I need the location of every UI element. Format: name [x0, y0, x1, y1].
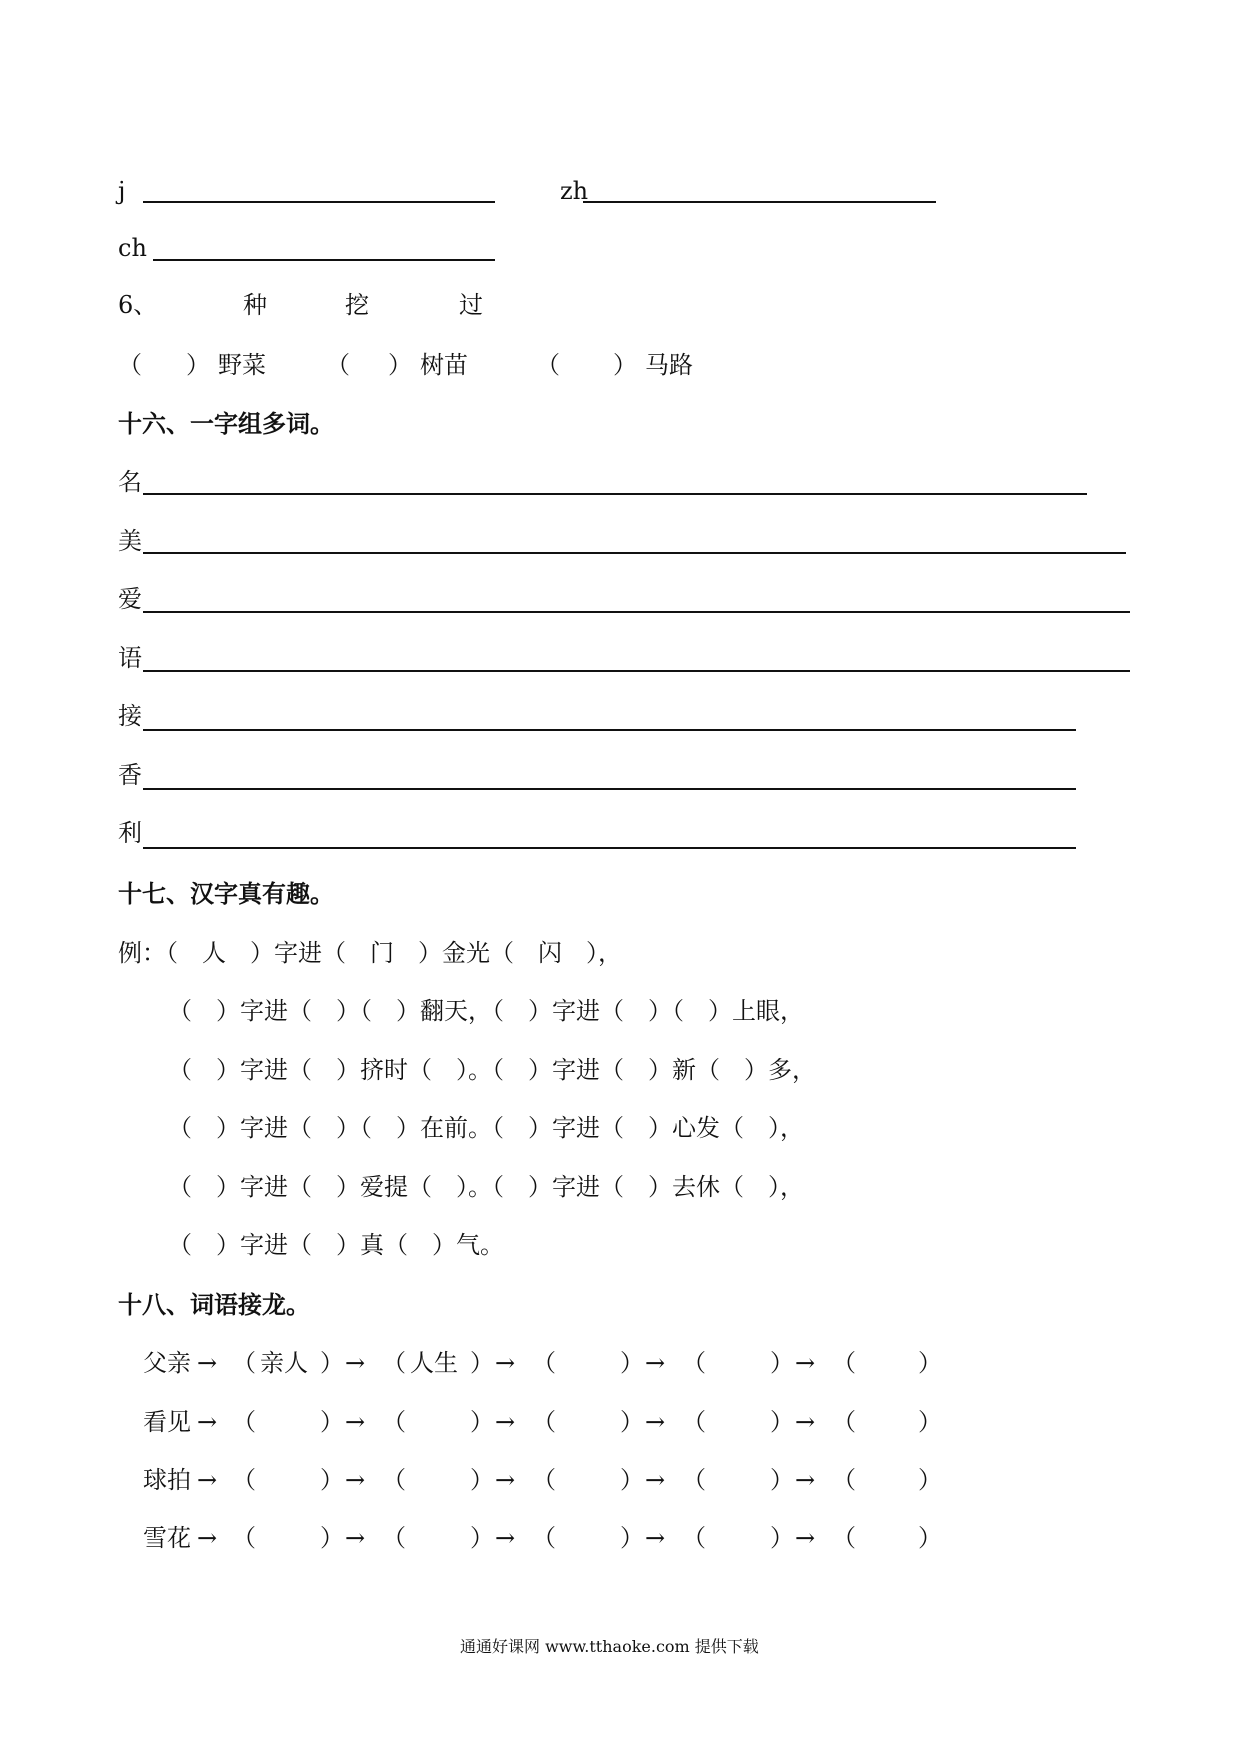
- chain-answer-cell[interactable]: 亲人: [260, 1349, 308, 1377]
- paren-open: （: [382, 1408, 406, 1436]
- paren-close: ）: [620, 1408, 644, 1436]
- paren-open: （: [232, 1466, 256, 1494]
- word-char: 接: [118, 702, 142, 730]
- chain-arrow: →: [345, 1466, 366, 1494]
- answer-line[interactable]: [143, 611, 1130, 613]
- verb-char: 过: [459, 291, 483, 319]
- paren-open: （: [832, 1524, 856, 1552]
- paren-open: （: [326, 351, 350, 379]
- chain-answer-cell[interactable]: 人生: [410, 1349, 458, 1377]
- answer-line[interactable]: [143, 729, 1076, 731]
- paren-open: （: [532, 1524, 556, 1552]
- paren-open: （: [232, 1408, 256, 1436]
- paren-close: ）: [918, 1408, 942, 1436]
- chain-arrow: →: [197, 1524, 218, 1552]
- paren-close: ）: [186, 351, 210, 379]
- exercise-line: （ ）字进（ ）（ ）翻天，（ ）字进（ ）（ ）上眼，: [168, 997, 804, 1025]
- answer-line-zh[interactable]: [583, 201, 936, 203]
- chain-arrow: →: [495, 1408, 516, 1436]
- paren-open: （: [682, 1466, 706, 1494]
- paren-open: （: [118, 351, 142, 379]
- paren-open: （: [682, 1349, 706, 1377]
- paren-close: ）: [620, 1524, 644, 1552]
- paren-close: ）: [320, 1408, 344, 1436]
- paren-close: ）: [918, 1349, 942, 1377]
- chain-arrow: →: [495, 1524, 516, 1552]
- paren-close: ）: [770, 1408, 794, 1436]
- chain-arrow: →: [645, 1349, 666, 1377]
- answer-line[interactable]: [143, 788, 1076, 790]
- exercise-line: （ ）字进（ ）（ ）在前。（ ）字进（ ）心发（ ），: [168, 1114, 804, 1142]
- verb-char: 种: [243, 291, 267, 319]
- paren-open: （: [532, 1466, 556, 1494]
- example-line: 例：（ 人 ）字进（ 门 ）金光（ 闪 ），: [118, 939, 622, 967]
- paren-open: （: [832, 1466, 856, 1494]
- paren-close: ）: [770, 1524, 794, 1552]
- footer-text: 通通好课网 www.tthaoke.com 提供下载: [460, 1637, 759, 1656]
- answer-line[interactable]: [143, 552, 1126, 554]
- section-17-title: 十七、汉字真有趣。: [118, 879, 334, 908]
- paren-close: ）: [620, 1466, 644, 1494]
- chain-arrow: →: [645, 1524, 666, 1552]
- paren-open: （: [532, 1349, 556, 1377]
- pinyin-label-ch: ch: [118, 234, 147, 262]
- pinyin-label-j: j: [118, 177, 126, 205]
- paren-close: ）: [470, 1349, 494, 1377]
- paren-open: （: [382, 1524, 406, 1552]
- paren-open: （: [536, 351, 560, 379]
- paren-close: ）: [470, 1524, 494, 1552]
- section-16-title: 十六、一字组多词。: [118, 409, 334, 438]
- word-char: 利: [118, 819, 142, 847]
- paren-open: （: [232, 1524, 256, 1552]
- paren-open: （: [832, 1349, 856, 1377]
- chain-arrow: →: [197, 1466, 218, 1494]
- answer-line[interactable]: [143, 847, 1076, 849]
- chain-start-word: 雪花: [143, 1524, 191, 1552]
- paren-open: （: [532, 1408, 556, 1436]
- paren-close: ）: [620, 1349, 644, 1377]
- object-word: 马路: [645, 351, 693, 379]
- chain-arrow: →: [345, 1349, 366, 1377]
- paren-close: ）: [320, 1524, 344, 1552]
- verb-char: 挖: [345, 291, 369, 319]
- answer-line-ch[interactable]: [153, 259, 495, 261]
- paren-close: ）: [470, 1466, 494, 1494]
- word-char: 语: [118, 644, 142, 672]
- chain-arrow: →: [795, 1524, 816, 1552]
- paren-close: ）: [320, 1466, 344, 1494]
- exercise-line: （ ）字进（ ）爱提（ ）。（ ）字进（ ）去休（ ），: [168, 1173, 804, 1201]
- word-char: 爱: [118, 585, 142, 613]
- object-word: 野菜: [218, 351, 266, 379]
- chain-arrow: →: [495, 1349, 516, 1377]
- object-word: 树苗: [420, 351, 468, 379]
- paren-open: （: [232, 1349, 256, 1377]
- chain-arrow: →: [645, 1408, 666, 1436]
- paren-close: ）: [388, 351, 412, 379]
- answer-line[interactable]: [143, 670, 1130, 672]
- chain-start-word: 看见: [143, 1408, 191, 1436]
- chain-arrow: →: [345, 1524, 366, 1552]
- word-char: 名: [118, 468, 142, 496]
- chain-arrow: →: [795, 1349, 816, 1377]
- paren-close: ）: [918, 1524, 942, 1552]
- paren-open: （: [682, 1408, 706, 1436]
- pinyin-label-zh: zh: [560, 177, 589, 205]
- paren-close: ）: [470, 1408, 494, 1436]
- paren-close: ）: [770, 1349, 794, 1377]
- paren-close: ）: [770, 1466, 794, 1494]
- paren-close: ）: [918, 1466, 942, 1494]
- paren-open: （: [382, 1349, 406, 1377]
- chain-arrow: →: [795, 1408, 816, 1436]
- paren-open: （: [832, 1408, 856, 1436]
- answer-line-j[interactable]: [143, 201, 495, 203]
- word-char: 美: [118, 527, 142, 555]
- paren-close: ）: [613, 351, 637, 379]
- exercise-line: （ ）字进（ ）挤时（ ）。（ ）字进（ ）新（ ）多，: [168, 1056, 816, 1084]
- answer-line[interactable]: [143, 493, 1087, 495]
- question-number: 6、: [118, 291, 158, 319]
- chain-arrow: →: [197, 1408, 218, 1436]
- word-char: 香: [118, 761, 142, 789]
- chain-arrow: →: [795, 1466, 816, 1494]
- chain-start-word: 球拍: [143, 1466, 191, 1494]
- chain-start-word: 父亲: [143, 1349, 191, 1377]
- paren-open: （: [682, 1524, 706, 1552]
- paren-close: ）: [320, 1349, 344, 1377]
- paren-open: （: [382, 1466, 406, 1494]
- section-18-title: 十八、词语接龙。: [118, 1290, 310, 1319]
- chain-arrow: →: [645, 1466, 666, 1494]
- chain-arrow: →: [197, 1349, 218, 1377]
- chain-arrow: →: [345, 1408, 366, 1436]
- chain-arrow: →: [495, 1466, 516, 1494]
- exercise-line: （ ）字进（ ）真（ ）气。: [168, 1231, 504, 1259]
